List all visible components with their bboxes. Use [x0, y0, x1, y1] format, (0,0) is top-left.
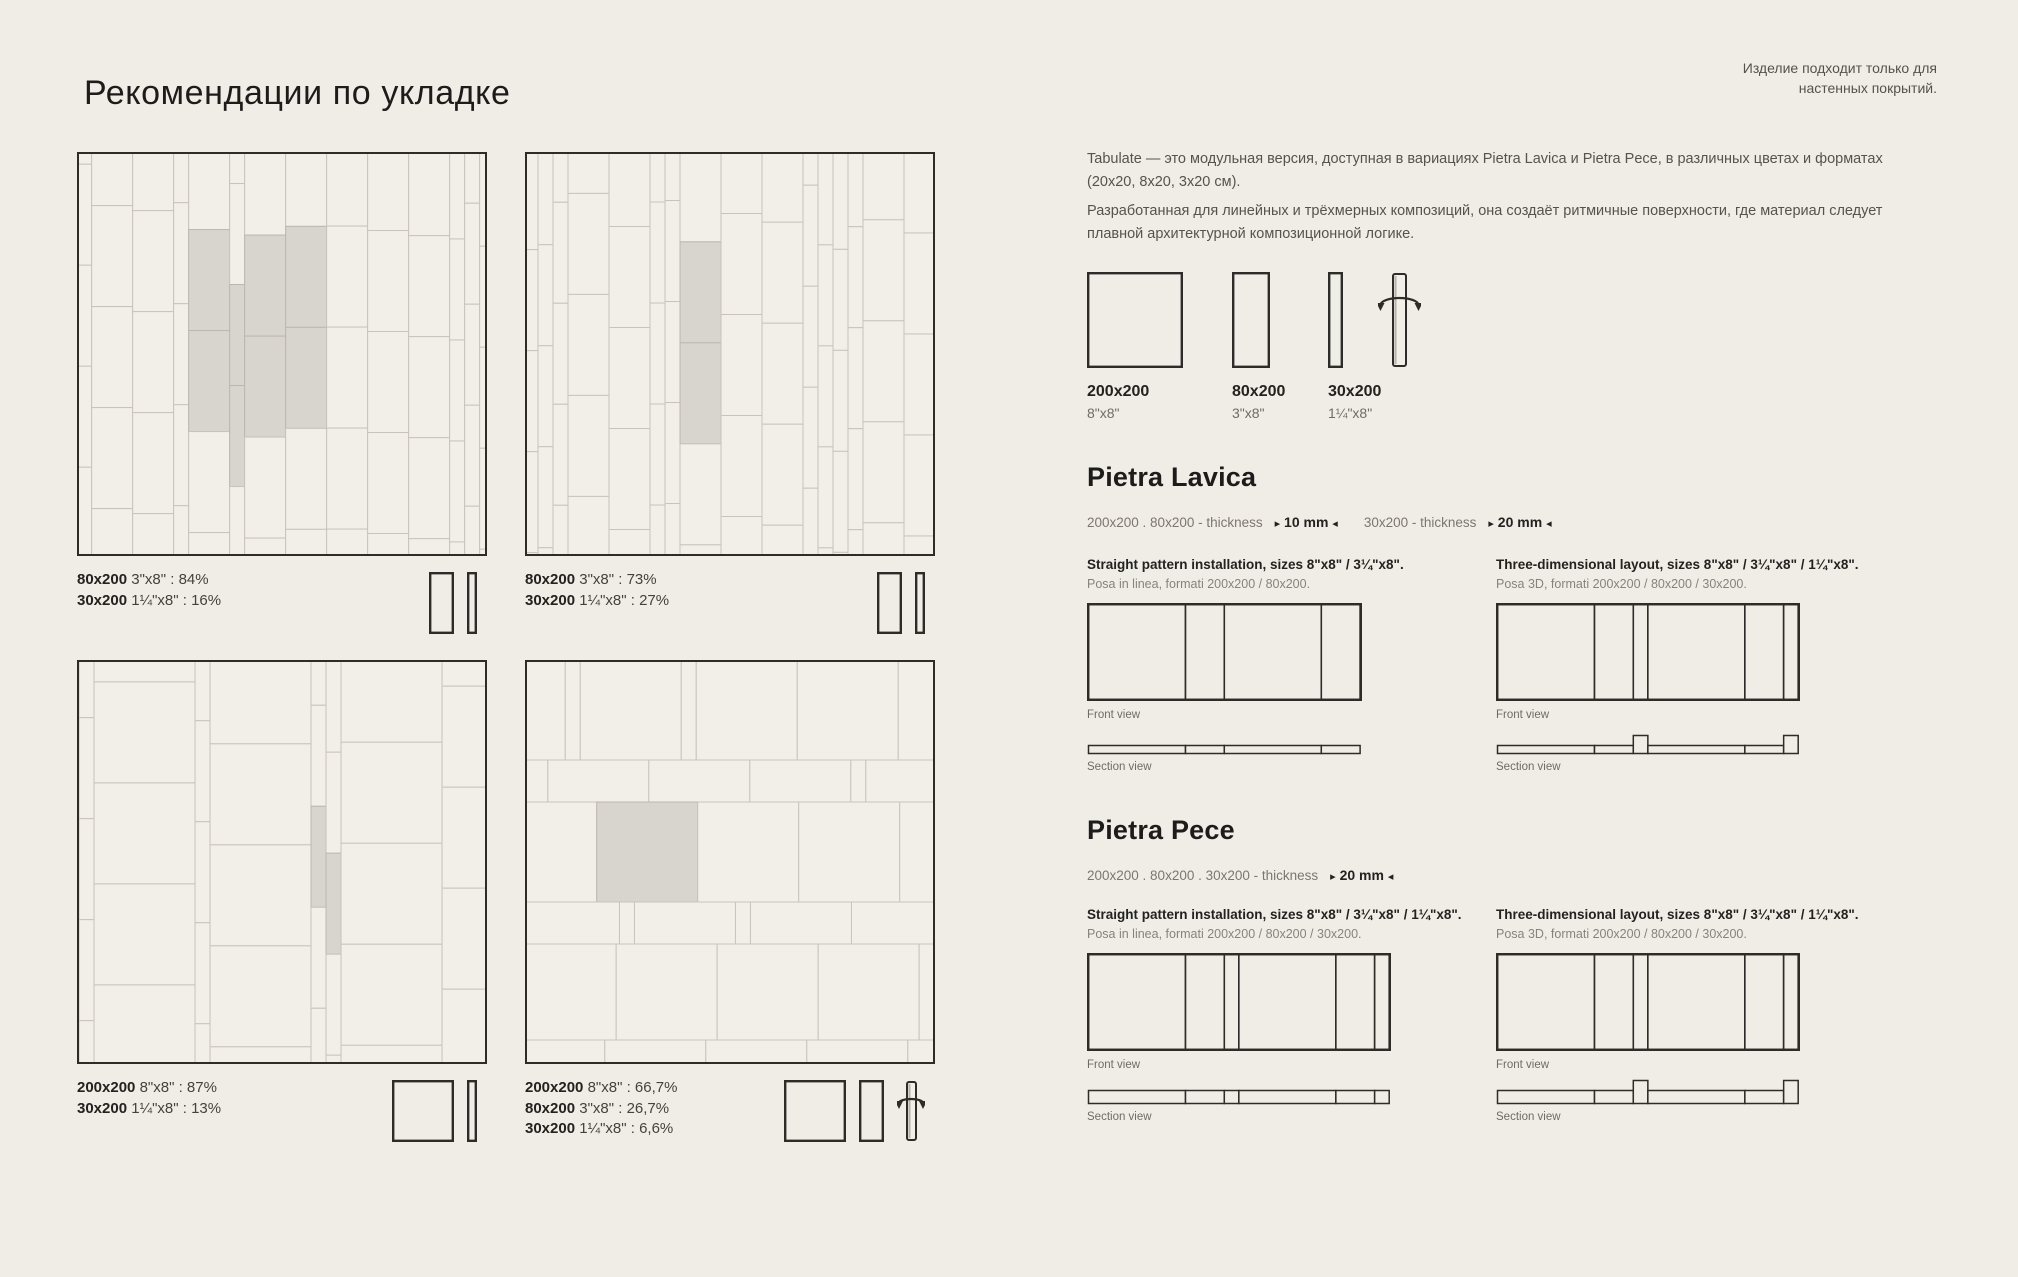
panel-caption: [525, 1078, 677, 1140]
format-inches: 3"x8": [1232, 405, 1265, 421]
spec-value: ▸ 20 mm ◂: [1330, 867, 1394, 883]
front-view-label: Front view: [1496, 708, 1550, 721]
section-view-diagram: [1087, 1079, 1487, 1105]
tile-layout-panel-1: [77, 152, 487, 634]
panel-caption: [525, 570, 669, 611]
pece-straight-column: [1087, 906, 1487, 1123]
thickness-spec: [1087, 867, 1393, 883]
caption-size: 80x200: [525, 1099, 576, 1117]
tile-bar-icon: [915, 572, 925, 634]
panel-caption: [77, 1078, 221, 1119]
caption-detail: 3"x8" : 84%: [127, 571, 209, 588]
spec-label: 200x200 . 80x200 . 30x200 - thickness: [1087, 868, 1319, 883]
tile-pattern-drawing: [525, 660, 935, 1064]
panel-caption: [77, 570, 221, 611]
wall-only-note: [1743, 58, 1937, 99]
right-triangle-icon: ▸: [1274, 517, 1281, 530]
panel-caption-icons: [392, 1078, 487, 1142]
caption-line: [77, 591, 221, 612]
caption-size: 30x200: [77, 1099, 128, 1117]
caption-line: [525, 1078, 677, 1099]
tile-bar-icon: [467, 572, 477, 634]
tile-layout-panel-2: [525, 152, 935, 634]
lavica-straight-column: [1087, 556, 1487, 773]
section-view-diagram: [1496, 1079, 1986, 1105]
front-view-diagram: [1087, 603, 1487, 701]
intro-paragraph-1: Tabulate — это модульная версия, доступная в вариациях Pietra Lavica и Pietra Pece, в различных цветах и форматах (20x20, 8x20, 3x20 см).: [1087, 151, 1883, 191]
column-title: Three-dimensional layout, sizes 8"x8" / 3¼"x8" / 1¼"x8".: [1496, 907, 1859, 922]
front-view-diagram: [1087, 953, 1487, 1051]
caption-size: 80x200: [525, 571, 576, 588]
section-view-svg: [1496, 729, 1800, 755]
tile-layout-panel-3: [77, 660, 487, 1142]
tile-pattern-svg: [525, 152, 935, 556]
tile-pattern-svg: [525, 660, 935, 1064]
format-80x200: [1232, 270, 1285, 421]
caption-size: 200x200: [77, 1079, 136, 1096]
spec-value: ▸ 20 mm ◂: [1488, 514, 1552, 530]
caption-line: [525, 1099, 677, 1120]
column-title: Straight pattern installation, sizes 8"x8" / 3¼"x8".: [1087, 557, 1404, 572]
caption-size: 80x200: [77, 571, 128, 588]
front-view-svg: [1496, 953, 1800, 1051]
section-view-diagram: [1496, 729, 1986, 755]
format-code: 80x200: [1232, 383, 1286, 400]
format-30x200-rotatable: [1378, 270, 1421, 368]
caption-detail: 1¼"x8" : 6,6%: [575, 1120, 674, 1138]
column-subtitle: Posa 3D, formati 200x200 / 80x200 / 30x200.: [1496, 926, 1747, 941]
right-triangle-icon: ▸: [1330, 870, 1336, 883]
tile-bar-icon: [1328, 272, 1343, 368]
front-view-svg: [1496, 603, 1800, 701]
intro-paragraph-2: Разработанная для линейных и трёхмерных композиций, она создаёт ритмичные поверхности, где материал следует плавной архитектурной композиционной логике.: [1087, 203, 1883, 243]
format-30x200: [1328, 270, 1381, 421]
column-subtitle: Posa in linea, formati 200x200 / 80x200 / 30x200.: [1087, 926, 1362, 941]
column-subtitle: Posa 3D, formati 200x200 / 80x200 / 30x200.: [1496, 576, 1747, 591]
format-inches: 8"x8": [1087, 405, 1120, 421]
caption-size: 30x200: [525, 591, 576, 609]
format-200x200: [1087, 270, 1183, 421]
thickness-spec: [1087, 514, 1338, 530]
section-view-diagram: [1087, 729, 1487, 755]
thickness-spec: [1364, 514, 1552, 530]
panel-caption-icons: [429, 570, 487, 634]
left-triangle-icon: ◂: [1387, 870, 1394, 883]
thickness-spec-row: [1087, 514, 1552, 530]
thickness-spec-row: [1087, 867, 1393, 883]
right-triangle-icon: ▸: [1488, 517, 1494, 530]
front-view-label: Front view: [1087, 1058, 1141, 1071]
section-title-pietra-lavica: Pietra Lavica: [1087, 462, 1257, 492]
spec-label: 200x200 . 80x200 - thickness: [1087, 515, 1263, 530]
tile-square-icon: [784, 1080, 846, 1142]
section-view-label: Section view: [1087, 1110, 1152, 1123]
left-triangle-icon: ◂: [1546, 517, 1552, 530]
front-view-svg: [1087, 603, 1362, 701]
front-view-diagram: [1496, 953, 1986, 1051]
tile-rect-icon: [1232, 272, 1270, 368]
section-view-label: Section view: [1496, 1110, 1561, 1123]
page-title: Рекомендации по укладке: [84, 74, 511, 112]
column-subtitle: Posa in linea, formati 200x200 / 80x200.: [1087, 576, 1311, 591]
caption-detail: 8"x8" : 87%: [135, 1079, 217, 1096]
caption-line: [77, 1099, 221, 1120]
tile-rect-icon: [429, 572, 454, 634]
tile-200x200-icon: [1087, 270, 1183, 368]
panel-caption-icons: [877, 570, 935, 634]
rotatable-tile-icon: [897, 1080, 925, 1142]
spec-value: ▸ 10 mm ◂: [1274, 514, 1338, 530]
caption-detail: 1¼"x8" : 16%: [127, 591, 222, 609]
caption-line: [77, 1078, 221, 1099]
caption-size: 30x200: [525, 1120, 576, 1138]
caption-size: 30x200: [77, 591, 128, 609]
format-inches: 1¼"x8": [1328, 405, 1373, 421]
lavica-3d-column: [1496, 556, 1986, 773]
tile-pattern-svg: [77, 152, 487, 556]
tile-rect-icon: [859, 1080, 884, 1142]
front-view-svg: [1087, 953, 1391, 1051]
caption-line: [525, 570, 669, 591]
format-code: 30x200: [1328, 383, 1382, 400]
tile-bar-icon: [467, 1080, 477, 1142]
spec-label: 30x200 - thickness: [1363, 515, 1477, 530]
left-triangle-icon: ◂: [1332, 517, 1338, 530]
caption-line: [77, 570, 221, 591]
section-view-svg: [1496, 1079, 1800, 1105]
tile-pattern-drawing: [77, 152, 487, 556]
caption-detail: 3"x8" : 73%: [575, 571, 657, 588]
caption-detail: 3"x8" : 26,7%: [575, 1099, 670, 1117]
tile-square-icon: [1087, 272, 1183, 368]
caption-detail: 8"x8" : 66,7%: [583, 1079, 678, 1096]
front-view-diagram: [1496, 603, 1986, 701]
rotatable-tile-icon: [1378, 272, 1421, 368]
section-view-label: Section view: [1087, 760, 1152, 773]
tile-layout-panel-4: [525, 660, 935, 1142]
wall-note-line1: Изделие подходит только для: [1742, 60, 1937, 76]
panel-caption-icons: [784, 1078, 935, 1142]
caption-line: [525, 591, 669, 612]
front-view-label: Front view: [1087, 708, 1141, 721]
pece-3d-column: [1496, 906, 1986, 1123]
format-code: 200x200: [1087, 383, 1150, 400]
tile-30x200-icon: [1328, 270, 1381, 368]
wall-note-line2: настенных покрытий.: [1798, 80, 1937, 97]
column-title: Three-dimensional layout, sizes 8"x8" / 3¼"x8" / 1¼"x8".: [1496, 557, 1859, 572]
caption-detail: 1¼"x8" : 27%: [575, 591, 670, 609]
section-view-label: Section view: [1496, 760, 1561, 773]
tile-square-icon: [392, 1080, 454, 1142]
rotatable-tile-icon: [1378, 270, 1421, 368]
tile-rect-icon: [877, 572, 902, 634]
section-title-pietra-pece: Pietra Pece: [1087, 815, 1235, 845]
front-view-label: Front view: [1496, 1058, 1550, 1071]
caption-line: [525, 1119, 677, 1140]
tile-80x200-icon: [1232, 270, 1285, 368]
column-title: Straight pattern installation, sizes 8"x8" / 3¼"x8" / 1¼"x8".: [1087, 907, 1462, 922]
section-view-svg: [1087, 729, 1362, 755]
caption-size: 200x200: [525, 1079, 584, 1096]
tile-pattern-drawing: [525, 152, 935, 556]
tile-pattern-svg: [77, 660, 487, 1064]
tile-pattern-drawing: [77, 660, 487, 1064]
section-view-svg: [1087, 1079, 1391, 1105]
caption-detail: 1¼"x8" : 13%: [127, 1099, 222, 1117]
